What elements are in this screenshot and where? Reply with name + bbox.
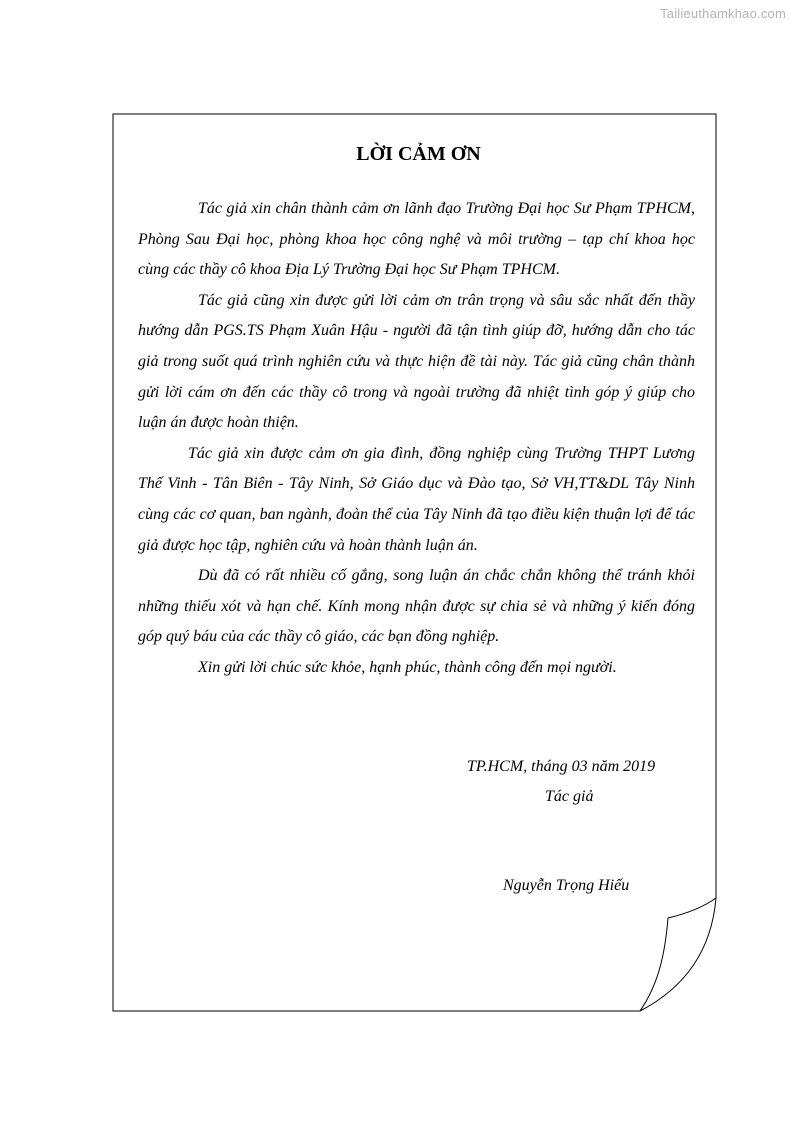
paragraph-3: Tác giả xin được cảm ơn gia đình, đồng nghiệp cùng Trường THPT Lương Thế Vinh - Tân Biên - Tây Ninh, Sở Giáo dục và Đào tạo, Sở VH,TT&DL Tây Ninh cùng các cơ quan, ban ngành, đoàn thể của Tây Ninh đã tạo điều kiện thuận lợi để tác giả được học tập, nghiên cứu và hoàn thành luận án. <box>138 444 695 554</box>
document-title: LỜI CẢM ƠN <box>356 143 481 165</box>
place-date: TP.HCM, tháng 03 năm 2019 <box>467 758 656 775</box>
author-name: Nguyễn Trọng Hiếu <box>503 877 630 894</box>
paragraph-5: Xin gửi lời chúc sức khỏe, hạnh phúc, thành công đến mọi người. <box>198 658 617 676</box>
watermark-text: Tailieuthamkhao.com <box>660 6 786 21</box>
paragraph-1: Tác giả xin chân thành cảm ơn lãnh đạo Trường Đại học Sư Phạm TPHCM, Phòng Sau Đại học, phòng khoa học công nghệ và môi trường – tạp chí khoa học cùng các thầy cô khoa Địa Lý Trường Đại học Sư Phạm TPHCM. <box>138 200 695 279</box>
paragraph-2: Tác giả cũng xin được gửi lời cảm ơn trân trọng và sâu sắc nhất đến thầy hướng dẫn PGS.TS Phạm Xuân Hậu - người đã tận tình giúp đỡ, hướng dẫn cho tác giả trong suốt quá trình nghiên cứu và thực hiện đề tài này. Tác giả cũng chân thành gửi lời cám ơn đến các thầy cô trong và ngoài trường đã nhiệt tình góp ý giúp cho luận án được hoàn thiện. <box>138 291 695 432</box>
document-body <box>138 143 695 684</box>
paragraph-4: Dù đã có rất nhiều cố gắng, song luận án chắc chắn không thể tránh khỏi những thiếu xót và hạn chế. Kính mong nhận được sự chia sẻ và những ý kiến đóng góp quý báu của các thầy cô giáo, các bạn đồng nghiệp. <box>138 567 695 646</box>
author-role: Tác giả <box>545 788 594 805</box>
